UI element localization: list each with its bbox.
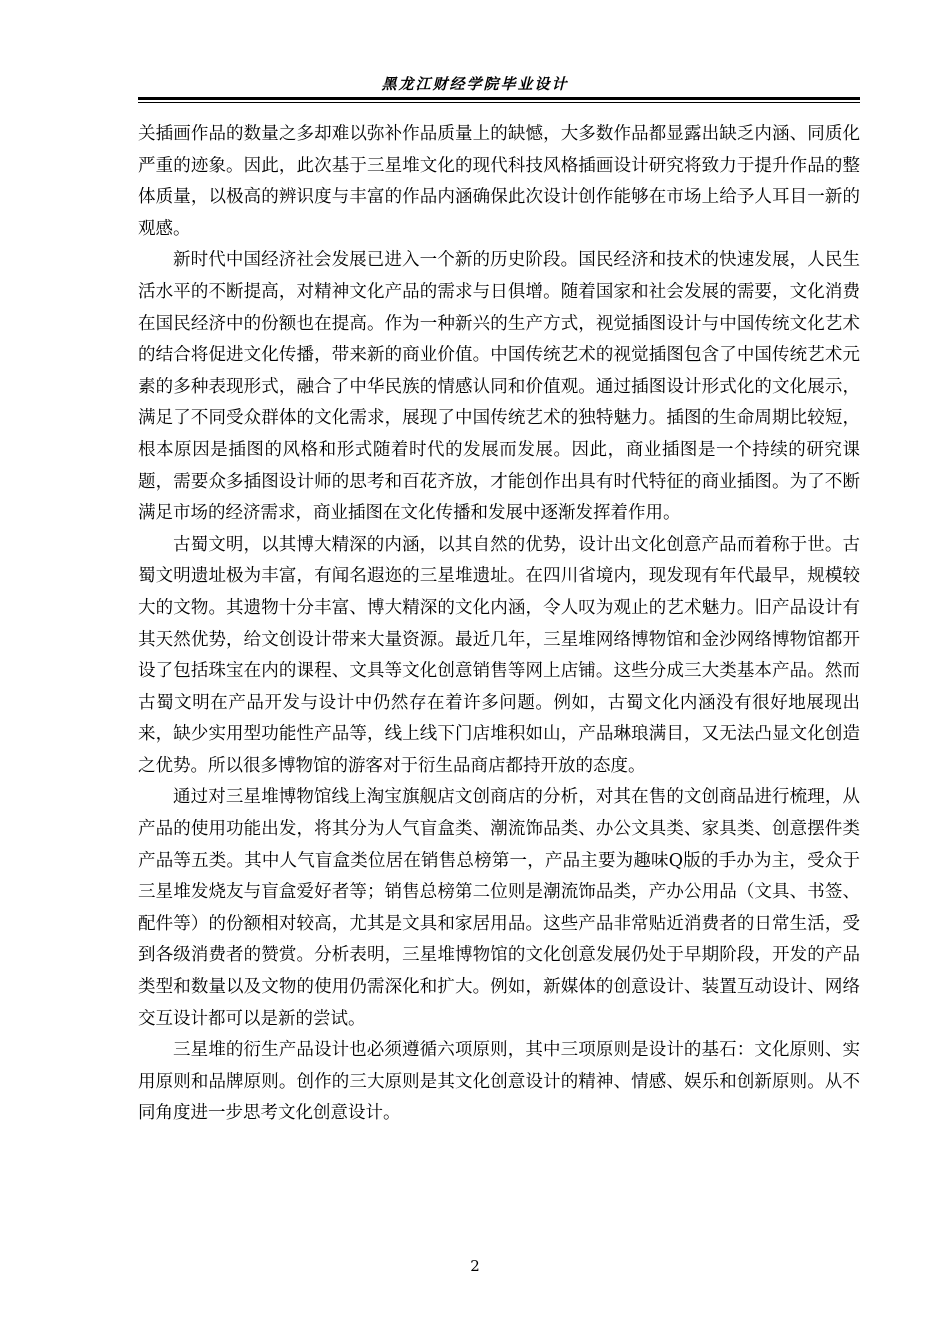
paragraph: 古蜀文明，以其博大精深的内涵，以其自然的优势，设计出文化创意产品而着称于世。古蜀文明遗址极为丰富，有闻名遐迩的三星堆遗址。在四川省境内，现发现有年代最早，规模较大的文物。其遗物十分丰富、博大精深的文化内涵，令人叹为观止的艺术魅力。旧产品设计有其天然优势，给文创设计带来大量资源。最近几年，三星堆网络博物馆和金沙网络博物馆都开设了包括珠宝在内的课程、文具等文化创意销售等网上店铺。这些分成三大类基本产品。然而古蜀文明在产品开发与设计中仍然存在着许多问题。例如，古蜀文化内涵没有很好地展现出来，缺少实用型功能性产品等，线上线下门店堆积如山，产品琳琅满目，又无法凸显文化创造之优势。所以很多博物馆的游客对于衍生品商店都持开放的态度。 [138, 534, 860, 776]
body-text [138, 119, 860, 1130]
paragraph: 三星堆的衍生产品设计也必须遵循六项原则，其中三项原则是设计的基石：文化原则、实用原则和品牌原则。创作的三大原则是其文化创意设计的精神、情感、娱乐和创新原则。从不同角度进一步思考文化创意设计。 [138, 1040, 860, 1124]
paragraph: 新时代中国经济社会发展已进入一个新的历史阶段。国民经济和技术的快速发展，人民生活水平的不断提高，对精神文化产品的需求与日俱增。随着国家和社会发展的需要，文化消费在国民经济中的份额也在提高。作为一种新兴的生产方式，视觉插图设计与中国传统文化艺术的结合将促进文化传播，带来新的商业价值。中国传统艺术的视觉插图包含了中国传统艺术元素的多种表现形式，融合了中华民族的情感认同和价值观。通过插图设计形式化的文化展示，满足了不同受众群体的文化需求，展现了中国传统艺术的独特魅力。插图的生命周期比较短，根本原因是插图的风格和形式随着时代的发展而发展。因此，商业插图是一个持续的研究课题，需要众多插图设计师的思考和百花齐放，才能创作出具有时代特征的商业插图。为了不断满足市场的经济需求，商业插图在文化传播和发展中逐渐发挥着作用。 [138, 250, 860, 524]
paragraph: 通过对三星堆博物馆线上淘宝旗舰店文创商店的分析，对其在售的文创商品进行梳理，从产品的使用功能出发，将其分为人气盲盒类、潮流饰品类、办公文具类、家具类、创意摆件类产品等五类。其中人气盲盒类位居在销售总榜第一，产品主要为趣味Q版的手办为主，受众于三星堆发烧友与盲盒爱好者等；销售总榜第二位则是潮流饰品类，产办公用品（文具、书签、配件等）的份额相对较高，尤其是文具和家居用品。这些产品非常贴近消费者的日常生活，受到各级消费者的赞赏。分析表明，三星堆博物馆的文化创意发展仍处于早期阶段，开发的产品类型和数量以及文物的使用仍需深化和扩大。例如，新媒体的创意设计、装置互动设计、网络交互设计都可以是新的尝试。 [138, 787, 860, 1029]
paragraph-continued: 关插画作品的数量之多却难以弥补作品质量上的缺憾，大多数作品都显露出缺乏内涵、同质化严重的迹象。因此，此次基于三星堆文化的现代科技风格插画设计研究将致力于提升作品的整体质量，以极高的辨识度与丰富的作品内涵确保此次设计创作能够在市场上给予人耳目一新的观感。 [138, 124, 860, 239]
header-rule-thick [138, 97, 860, 100]
page-header-title: 黑龙江财经学院毕业设计 [381, 75, 569, 93]
header-rule-thin [138, 102, 860, 103]
page-number: 2 [470, 1257, 480, 1275]
